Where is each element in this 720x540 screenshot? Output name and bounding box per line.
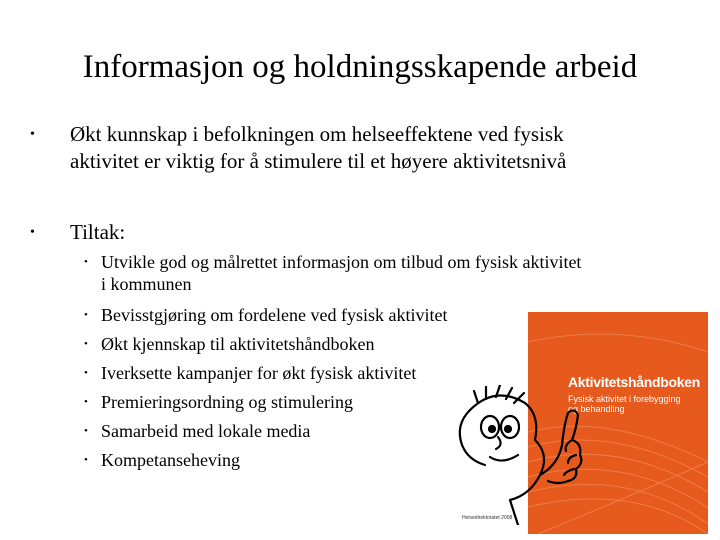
book-footer: Helsedirektoratet 2008 xyxy=(462,515,513,521)
subitem-6-text: Samarbeid med lokale media xyxy=(101,421,311,441)
bullet-2-label: Tiltak: xyxy=(70,220,126,244)
sub-bullet-dot: • xyxy=(84,256,88,268)
subitem-5-text: Premieringsordning og stimulering xyxy=(101,392,353,412)
book-subtitle-line-2: og behandling xyxy=(568,404,625,414)
book-subtitle-line-1: Fysisk aktivitet i forebygging xyxy=(568,394,681,404)
subitem-1-line-1: Utvikle god og målrettet informasjon om tilbud om fysisk aktivitet xyxy=(101,252,582,272)
book-title: Aktivitetshåndboken xyxy=(568,374,700,390)
subitem-7-text: Kompetanseheving xyxy=(101,450,240,470)
slide-title: Informasjon og holdningsskapende arbeid xyxy=(82,49,638,85)
subitem-2-text: Bevisstgjøring om fordelene ved fysisk aktivitet xyxy=(101,305,448,325)
sub-bullet-dot: • xyxy=(84,338,88,350)
bullet-dot: • xyxy=(30,127,35,142)
sub-bullet-dot: • xyxy=(84,425,88,437)
subitem-3-text: Økt kjennskap til aktivitetshåndboken xyxy=(101,334,375,354)
thumbs-up-cartoon-icon xyxy=(440,385,590,525)
sub-bullet-dot: • xyxy=(84,367,88,379)
bullet-dot: • xyxy=(30,225,35,240)
sub-bullet-dot: • xyxy=(84,454,88,466)
bullet-1-line-1: Økt kunnskap i befolkningen om helseeffektene ved fysisk xyxy=(70,122,564,146)
sub-bullet-dot: • xyxy=(84,396,88,408)
subitem-4-text: Iverksette kampanjer for økt fysisk aktivitet xyxy=(101,363,417,383)
subitem-1-line-2: i kommunen xyxy=(101,274,192,294)
bullet-1-line-2: aktivitet er viktig for å stimulere til et høyere aktivitetsnivå xyxy=(70,149,567,173)
sub-bullet-dot: • xyxy=(84,309,88,321)
